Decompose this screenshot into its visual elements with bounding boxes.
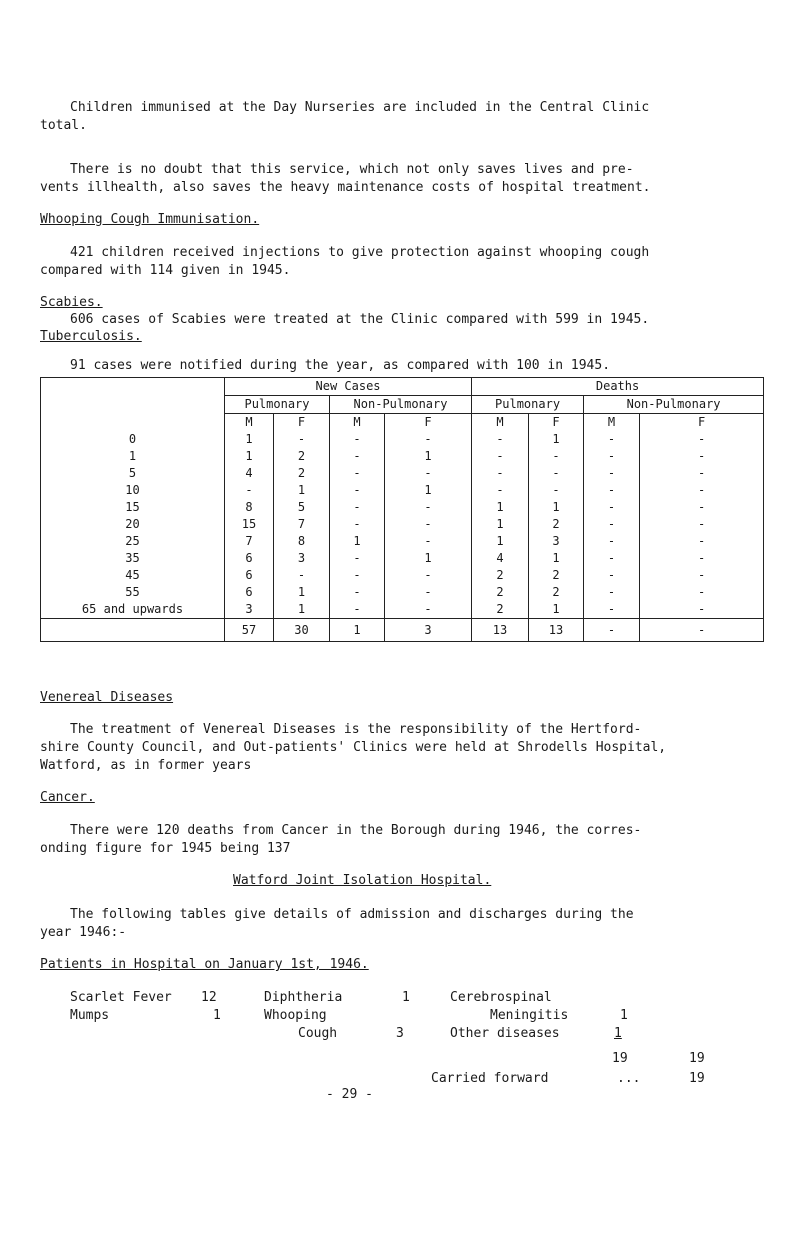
sex-header-m: M bbox=[584, 414, 640, 432]
totals-row bbox=[41, 619, 764, 642]
table-cell: 2 bbox=[472, 601, 529, 619]
age-group-cell: 35 bbox=[41, 550, 225, 567]
table-cell: 1 bbox=[330, 533, 385, 550]
table-cell: 8 bbox=[274, 533, 330, 550]
table-cell: 1 bbox=[385, 550, 472, 567]
table-row bbox=[41, 533, 764, 550]
new-non-pulmonary-header: Non-Pulmonary bbox=[330, 396, 472, 414]
page-number: - 29 - bbox=[326, 1087, 373, 1102]
table-cell: - bbox=[529, 465, 584, 482]
table-row bbox=[41, 465, 764, 482]
venereal-line-2: shire County Council, and Out-patients' Clinics were held at Shrodells Hospital, bbox=[40, 740, 667, 755]
table-cell: 1 bbox=[472, 499, 529, 516]
table-cell: - bbox=[330, 550, 385, 567]
age-header-cell bbox=[41, 378, 225, 432]
table-cell: 3 bbox=[225, 601, 274, 619]
table-cell: - bbox=[385, 533, 472, 550]
table-cell: - bbox=[330, 431, 385, 448]
total-cell: 13 bbox=[529, 619, 584, 642]
table-cell: 6 bbox=[225, 567, 274, 584]
deaths-header: Deaths bbox=[472, 378, 764, 396]
count-whooping-cough: 3 bbox=[396, 1026, 404, 1041]
table-cell: 2 bbox=[472, 584, 529, 601]
age-group-cell: 20 bbox=[41, 516, 225, 533]
new-cases-header: New Cases bbox=[225, 378, 472, 396]
table-cell: - bbox=[584, 533, 640, 550]
disease-scarlet-fever: Scarlet Fever bbox=[70, 990, 172, 1005]
table-cell: 6 bbox=[225, 550, 274, 567]
age-group-cell: 15 bbox=[41, 499, 225, 516]
disease-other: Other diseases bbox=[450, 1026, 560, 1041]
table-cell: - bbox=[330, 584, 385, 601]
heading-whooping-cough: Whooping Cough Immunisation. bbox=[40, 212, 260, 227]
table-row bbox=[41, 431, 764, 448]
heading-patients-in-hospital: Patients in Hospital on January 1st, 1946. bbox=[40, 957, 369, 972]
table-cell: 2 bbox=[274, 465, 330, 482]
table-cell: - bbox=[330, 516, 385, 533]
table-cell: - bbox=[640, 431, 764, 448]
sex-header-m: M bbox=[330, 414, 385, 432]
age-group-cell: 65 and upwards bbox=[41, 601, 225, 619]
table-cell: 3 bbox=[529, 533, 584, 550]
table-cell: - bbox=[529, 448, 584, 465]
age-group-cell: 45 bbox=[41, 567, 225, 584]
total-cell: 57 bbox=[225, 619, 274, 642]
table-cell: 5 bbox=[274, 499, 330, 516]
table-cell: - bbox=[385, 465, 472, 482]
table-cell: 1 bbox=[385, 448, 472, 465]
heading-cancer: Cancer. bbox=[40, 790, 95, 805]
table-cell: 2 bbox=[274, 448, 330, 465]
table-row bbox=[41, 584, 764, 601]
table-cell: 1 bbox=[472, 533, 529, 550]
tuberculosis-table bbox=[40, 377, 764, 642]
table-row bbox=[41, 601, 764, 619]
total-cell: - bbox=[584, 619, 640, 642]
table-cell: - bbox=[584, 584, 640, 601]
age-group-cell: 25 bbox=[41, 533, 225, 550]
venereal-line-3: Watford, as in former years bbox=[40, 758, 252, 773]
table-row bbox=[41, 567, 764, 584]
table-cell: - bbox=[330, 499, 385, 516]
disease-cerebrospinal: Cerebrospinal bbox=[450, 990, 552, 1005]
sex-header-m: M bbox=[225, 414, 274, 432]
table-cell: 1 bbox=[385, 482, 472, 499]
table-cell: - bbox=[330, 567, 385, 584]
table-cell: - bbox=[584, 448, 640, 465]
table-cell: - bbox=[584, 601, 640, 619]
heading-scabies: Scabies. bbox=[40, 295, 103, 310]
disease-diphtheria: Diphtheria bbox=[264, 990, 343, 1005]
sex-header-m: M bbox=[472, 414, 529, 432]
count-other: 1 bbox=[614, 1026, 622, 1041]
tuberculosis-line: 91 cases were notified during the year, as compared with 100 in 1945. bbox=[70, 358, 611, 373]
table-cell: - bbox=[640, 499, 764, 516]
scabies-line: 606 cases of Scabies were treated at the Clinic compared with 599 in 1945. bbox=[70, 312, 650, 327]
count-scarlet-fever: 12 bbox=[201, 990, 217, 1005]
heading-venereal-diseases: Venereal Diseases bbox=[40, 690, 174, 705]
cancer-line-1: There were 120 deaths from Cancer in the Borough during 1946, the corres- bbox=[70, 823, 642, 838]
table-cell: - bbox=[584, 482, 640, 499]
table-cell: - bbox=[640, 584, 764, 601]
count-mumps: 1 bbox=[213, 1008, 221, 1023]
deaths-non-pulmonary-header: Non-Pulmonary bbox=[584, 396, 764, 414]
whooping-line-1: 421 children received injections to give protection against whooping cough bbox=[70, 245, 650, 260]
table-cell: - bbox=[385, 601, 472, 619]
age-group-cell: 0 bbox=[41, 431, 225, 448]
carried-forward-count: 19 bbox=[689, 1071, 705, 1086]
total: 19 bbox=[689, 1051, 705, 1066]
table-cell: 1 bbox=[529, 601, 584, 619]
table-cell: - bbox=[330, 448, 385, 465]
whooping-line-2: compared with 114 given in 1945. bbox=[40, 263, 291, 278]
table-cell: - bbox=[330, 465, 385, 482]
intro-line-2: total. bbox=[40, 118, 87, 133]
table-cell: - bbox=[584, 567, 640, 584]
service-line-1: There is no doubt that this service, which not only saves lives and pre- bbox=[70, 162, 634, 177]
disease-whooping: Whooping bbox=[264, 1008, 327, 1023]
table-cell: - bbox=[274, 431, 330, 448]
table-row bbox=[41, 516, 764, 533]
heading-isolation-hospital: Watford Joint Isolation Hospital. bbox=[233, 873, 492, 888]
disease-mumps: Mumps bbox=[70, 1008, 110, 1023]
table-cell: - bbox=[640, 550, 764, 567]
count-meningitis: 1 bbox=[620, 1008, 628, 1023]
table-cell: - bbox=[640, 601, 764, 619]
table-cell: 2 bbox=[529, 567, 584, 584]
sex-header-f: F bbox=[385, 414, 472, 432]
table-cell: - bbox=[529, 482, 584, 499]
total-cell: 3 bbox=[385, 619, 472, 642]
table-cell: - bbox=[640, 567, 764, 584]
table-cell: 2 bbox=[529, 584, 584, 601]
table-row bbox=[41, 448, 764, 465]
table-cell: 1 bbox=[274, 601, 330, 619]
table-cell: - bbox=[385, 567, 472, 584]
table-row bbox=[41, 499, 764, 516]
table-cell: - bbox=[472, 431, 529, 448]
table-cell: 6 bbox=[225, 584, 274, 601]
sex-header-f: F bbox=[274, 414, 330, 432]
cancer-line-2: onding figure for 1945 being 137 bbox=[40, 841, 291, 856]
table-cell: 4 bbox=[472, 550, 529, 567]
table-cell: - bbox=[584, 550, 640, 567]
age-group-cell: 10 bbox=[41, 482, 225, 499]
table-cell: - bbox=[274, 567, 330, 584]
table-cell: - bbox=[640, 465, 764, 482]
table-cell: 1 bbox=[529, 550, 584, 567]
table-cell: - bbox=[330, 601, 385, 619]
disease-whooping-cough: Cough bbox=[298, 1026, 338, 1041]
totals-label-cell bbox=[41, 619, 225, 642]
service-line-2: vents illhealth, also saves the heavy maintenance costs of hospital treatment. bbox=[40, 180, 651, 195]
table-cell: 2 bbox=[529, 516, 584, 533]
table-cell: - bbox=[385, 499, 472, 516]
table-cell: - bbox=[640, 482, 764, 499]
age-group-cell: 55 bbox=[41, 584, 225, 601]
table-cell: - bbox=[472, 448, 529, 465]
table-cell: 2 bbox=[472, 567, 529, 584]
table-cell: 1 bbox=[529, 499, 584, 516]
table-cell: - bbox=[225, 482, 274, 499]
intro-line-1: Children immunised at the Day Nurseries are included in the Central Clinic bbox=[70, 100, 650, 115]
table-row bbox=[41, 482, 764, 499]
age-group-cell: 5 bbox=[41, 465, 225, 482]
table-cell: 1 bbox=[529, 431, 584, 448]
total-cell: 13 bbox=[472, 619, 529, 642]
carried-forward-label: Carried forward bbox=[431, 1071, 549, 1086]
table-cell: 1 bbox=[225, 431, 274, 448]
table-cell: - bbox=[330, 482, 385, 499]
table-cell: - bbox=[584, 431, 640, 448]
deaths-pulmonary-header: Pulmonary bbox=[472, 396, 584, 414]
table-cell: - bbox=[584, 499, 640, 516]
tables-line-1: The following tables give details of admission and discharges during the bbox=[70, 907, 634, 922]
table-cell: - bbox=[385, 516, 472, 533]
table-cell: 1 bbox=[225, 448, 274, 465]
table-cell: 7 bbox=[274, 516, 330, 533]
table-row bbox=[41, 550, 764, 567]
table-cell: - bbox=[640, 516, 764, 533]
total-cell: 30 bbox=[274, 619, 330, 642]
table-cell: 4 bbox=[225, 465, 274, 482]
sex-header-f: F bbox=[640, 414, 764, 432]
table-cell: - bbox=[385, 584, 472, 601]
table-cell: 3 bbox=[274, 550, 330, 567]
table-cell: - bbox=[640, 448, 764, 465]
carried-forward-dots: ... bbox=[617, 1071, 641, 1086]
total-cell: - bbox=[640, 619, 764, 642]
table-cell: - bbox=[584, 516, 640, 533]
table-cell: - bbox=[385, 431, 472, 448]
table-cell: - bbox=[584, 465, 640, 482]
table-cell: 7 bbox=[225, 533, 274, 550]
subtotal: 19 bbox=[612, 1051, 628, 1066]
table-cell: - bbox=[472, 465, 529, 482]
age-group-cell: 1 bbox=[41, 448, 225, 465]
new-pulmonary-header: Pulmonary bbox=[225, 396, 330, 414]
table-cell: - bbox=[472, 482, 529, 499]
table-cell: 1 bbox=[274, 482, 330, 499]
heading-tuberculosis: Tuberculosis. bbox=[40, 329, 142, 344]
venereal-line-1: The treatment of Venereal Diseases is the responsibility of the Hertford- bbox=[70, 722, 642, 737]
table-cell: 15 bbox=[225, 516, 274, 533]
table-cell: 1 bbox=[472, 516, 529, 533]
disease-meningitis: Meningitis bbox=[490, 1008, 569, 1023]
table-cell: 8 bbox=[225, 499, 274, 516]
total-cell: 1 bbox=[330, 619, 385, 642]
count-diphtheria: 1 bbox=[402, 990, 410, 1005]
table-cell: - bbox=[640, 533, 764, 550]
table-cell: 1 bbox=[274, 584, 330, 601]
sex-header-f: F bbox=[529, 414, 584, 432]
tables-line-2: year 1946:- bbox=[40, 925, 127, 940]
